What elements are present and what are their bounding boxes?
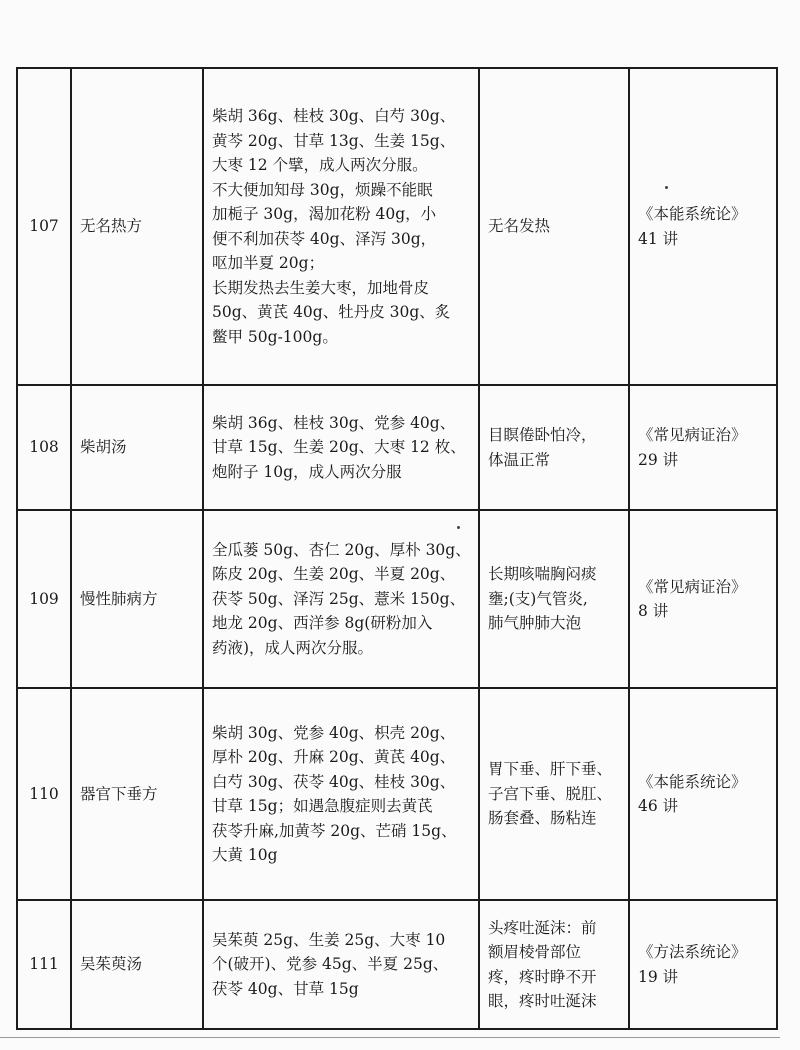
composition-line: 厚朴 20g、升麻 20g、黄芪 40g、 <box>212 748 456 766</box>
indication-cell <box>479 385 629 510</box>
source-cell <box>629 510 777 688</box>
composition-line: 便不利加茯苓 40g、泽泻 30g， <box>212 229 437 248</box>
source-lecture: 46 讲 <box>638 797 679 815</box>
composition-line: 茯苓升麻,加黄芩 20g、芒硝 15g、 <box>212 821 457 840</box>
table-row <box>17 510 777 688</box>
prescription-name: 慢性肺病方 <box>71 510 203 688</box>
indication-line: 肺气肿肺大泡 <box>488 614 582 633</box>
page-bottom-rule <box>0 1037 780 1038</box>
table-row <box>17 68 777 385</box>
source-cell <box>629 68 777 385</box>
prescription-number: 108 <box>17 385 71 510</box>
source-book: 《本能系统论》 <box>638 772 747 791</box>
prescription-number: 110 <box>17 688 71 900</box>
composition-line: 大黄 10g <box>212 846 278 864</box>
indication-line: 长期咳喘胸闷痰 <box>488 565 597 584</box>
composition-line: 白芍 30g、茯苓 40g、桂枝 30g、 <box>212 772 456 791</box>
composition-line: 茯苓 50g、泽泻 25g、薏米 150g、 <box>212 589 466 608</box>
prescription-name: 无名热方 <box>71 68 203 385</box>
scan-speck <box>457 526 460 529</box>
composition-line: 吴茱萸 25g、生姜 25g、大枣 10 <box>212 930 446 949</box>
indication-cell <box>479 900 629 1029</box>
indication-line: 额眉棱骨部位 <box>488 943 582 961</box>
composition-line: 柴胡 36g、桂枝 30g、白芍 30g、 <box>212 107 456 125</box>
source-lecture: 29 讲 <box>638 450 679 469</box>
indication-line: 疼，疼时睁不开 <box>488 967 597 986</box>
table-body <box>17 68 777 1029</box>
prescription-table <box>16 67 778 1030</box>
composition-line: 黄芩 20g、甘草 13g、生姜 15g、 <box>212 131 456 150</box>
indication-cell <box>479 688 629 900</box>
composition-line: 鳖甲 50g-100g。 <box>212 327 338 346</box>
composition-line: 药液)，成人两次分服。 <box>212 638 374 657</box>
source-lecture: 19 讲 <box>638 967 679 986</box>
source-cell <box>629 688 777 900</box>
prescription-number: 109 <box>17 510 71 688</box>
composition-line: 甘草 15g、生姜 20g、大枣 12 枚、 <box>212 438 466 457</box>
composition-line: 呕加半夏 20g； <box>212 254 325 272</box>
prescription-name: 吴茱萸汤 <box>71 900 203 1029</box>
composition-line: 全瓜蒌 50g、杏仁 20g、厚朴 30g、 <box>212 540 471 559</box>
composition-line: 甘草 15g；如遇急腹症则去黄芪 <box>212 797 433 815</box>
table-row <box>17 900 777 1029</box>
composition-line: 柴胡 36g、桂枝 30g、党参 40g、 <box>212 413 456 432</box>
source-book: 《本能系统论》 <box>638 205 747 223</box>
source-lecture: 41 讲 <box>638 229 679 248</box>
source-cell <box>629 900 777 1029</box>
indication-line: 头疼吐涎沫：前 <box>488 918 597 937</box>
source-book: 《常见病证治》 <box>638 577 747 596</box>
composition-cell <box>203 68 479 385</box>
indication-line: 壅;(支)气管炎, <box>488 589 588 608</box>
indication-cell <box>479 68 629 385</box>
composition-line: 炮附子 10g，成人两次分服 <box>212 462 402 481</box>
scan-speck <box>665 186 668 189</box>
source-lecture: 8 讲 <box>638 602 669 620</box>
table-row <box>17 688 777 900</box>
composition-line: 柴胡 30g、党参 40g、枳壳 20g、 <box>212 723 456 742</box>
indication-line: 目瞑倦卧怕冷， <box>488 426 597 444</box>
composition-line: 地龙 20g、西洋参 8g(研粉加入 <box>212 614 433 633</box>
composition-line: 大枣 12 个擘，成人两次分服。 <box>212 156 428 174</box>
table-row <box>17 385 777 510</box>
composition-line: 长期发热去生姜大枣，加地骨皮 <box>212 278 430 297</box>
source-cell <box>629 385 777 510</box>
composition-line: 陈皮 20g、生姜 20g、半夏 20g、 <box>212 565 456 584</box>
indication-line: 体温正常 <box>488 450 551 469</box>
prescription-name: 柴胡汤 <box>71 385 203 510</box>
composition-line: 50g、黄芪 40g、牡丹皮 30g、炙 <box>212 303 451 321</box>
composition-line: 茯苓 40g、甘草 15g <box>212 979 359 998</box>
composition-cell <box>203 385 479 510</box>
composition-cell <box>203 688 479 900</box>
indication-line: 肠套叠、肠粘连 <box>488 809 597 828</box>
indication-line: 子宫下垂、脱肛、 <box>488 784 613 803</box>
source-book: 《常见病证治》 <box>638 426 747 444</box>
indication-line: 无名发热 <box>488 217 551 236</box>
composition-cell <box>203 900 479 1029</box>
prescription-number: 111 <box>17 900 71 1029</box>
composition-cell <box>203 510 479 688</box>
source-book: 《方法系统论》 <box>638 943 747 961</box>
indication-line: 眼，疼时吐涎沫 <box>488 992 597 1010</box>
composition-line: 个(破开)、党参 45g、半夏 25g、 <box>212 955 449 974</box>
composition-line: 不大便加知母 30g，烦躁不能眠 <box>212 180 433 199</box>
indication-cell <box>479 510 629 688</box>
prescription-name: 器官下垂方 <box>71 688 203 900</box>
indication-line: 胃下垂、肝下垂、 <box>488 760 613 779</box>
composition-line: 加栀子 30g，渴加花粉 40g，小 <box>212 205 437 223</box>
prescription-number: 107 <box>17 68 71 385</box>
